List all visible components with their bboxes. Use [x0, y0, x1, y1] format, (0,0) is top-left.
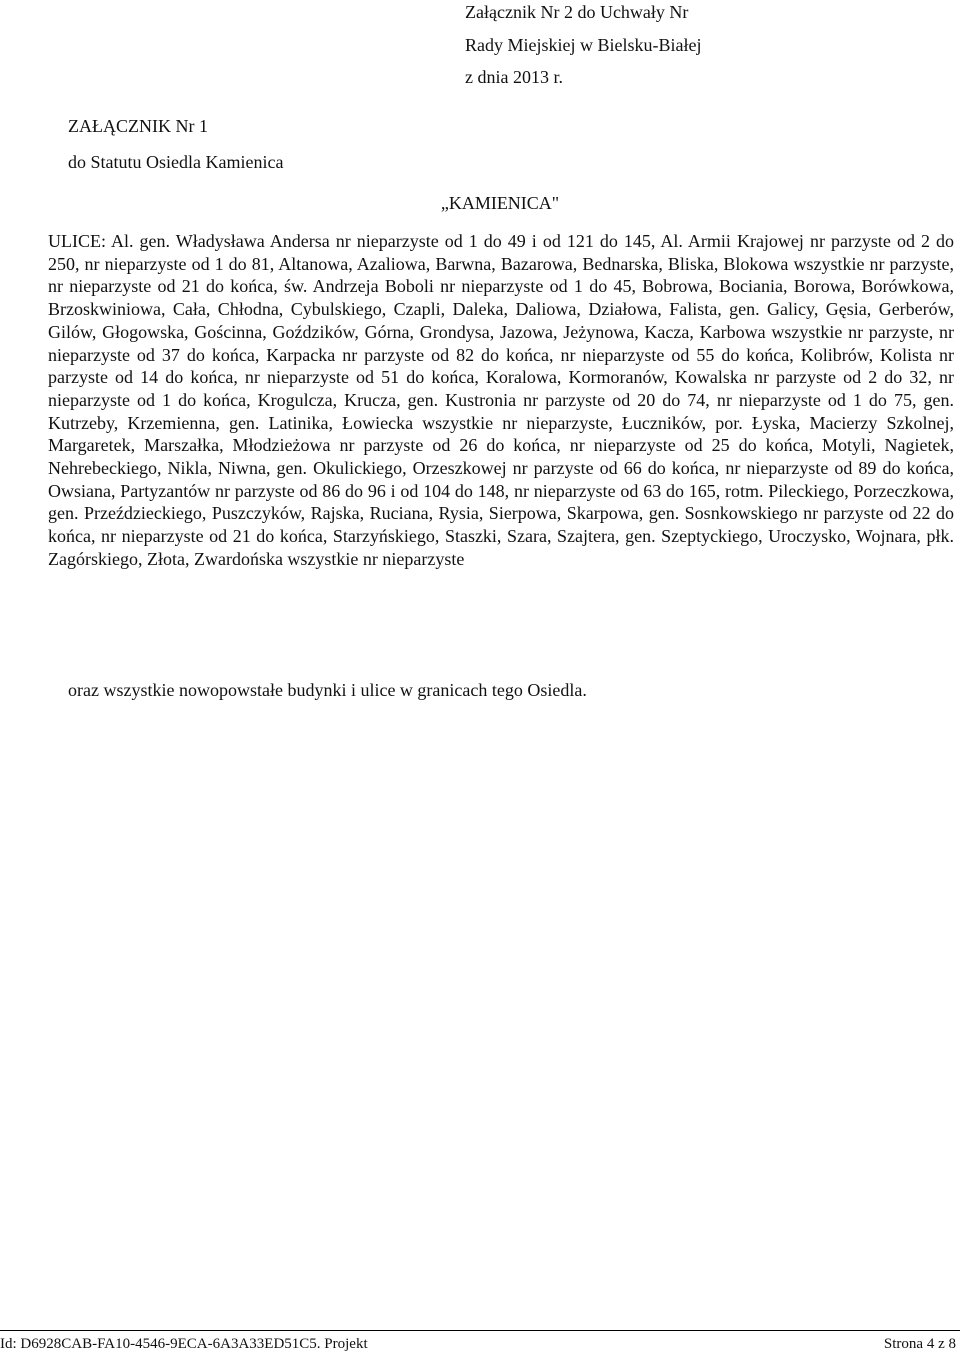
footer-page-number: Strona 4 z 8	[883, 1336, 956, 1352]
footer-document-id: Id: D6928CAB-FA10-4546-9ECA-6A3A33ED51C5. Projekt	[0, 1336, 368, 1352]
attachment-line-1: Załącznik Nr 2 do Uchwały Nr	[465, 2, 689, 22]
attachment-header	[465, 0, 701, 94]
statute-line-1: ZAŁĄCZNIK Nr 1	[68, 116, 208, 136]
attachment-line-2: Rady Miejskiej w Bielsku-Białej	[465, 34, 702, 55]
attachment-line-3: z dnia 2013 r.	[465, 67, 563, 87]
closing-sentence: oraz wszystkie nowopowstałe budynki i ulice w granicach tego Osiedla.	[68, 680, 587, 700]
statute-line-2: do Statutu Osiedla Kamienica	[68, 152, 284, 172]
streets-list: ULICE: Al. gen. Władysława Andersa nr nieparzyste od 1 do 49 i od 121 do 145, Al. Armii Krajowej nr parzyste od 2 do 250, nr nieparzyste od 1 do 81, Altanowa, Azaliowa, Barwna, Bazarowa, Bednarska, Bliska, Blokowa wszystkie nr parzyste, nr nieparzyste od 21 do końca, św. Andrzeja Boboli nr nieparzyste od 1 do 45, Bobrowa, Bociania, Borowa, Borówkowa, Brzoskwiniowa, Cała, Chłodna, Cybulskiego, Czapli, Daleka, Daliowa, Działowa, Falista, gen. Galicy, Gęsia, Gerberów, Gilów, Głogowska, Gościnna, Goździków, Górna, Grondysa, Jazowa, Jeżynowa, Kacza, Karbowa wszystkie nr parzyste, nr nieparzyste od 37 do końca, Karpacka nr parzyste od 82 do końca, nr nieparzyste od 55 do końca, Kolibrów, Kolista nr parzyste od 14 do końca, nr nieparzyste od 51 do końca, Koralowa, Kormoranów, Kowalska nr parzyste od 2 do 32, nr nieparzyste od 1 do końca, Krogulcza, Krucza, gen. Kustronia nr parzyste od 20 do 74, nr nieparzyste od 1 do 75, gen. Kutrzeby, Krzemienna, gen. Latinika, Łowiecka wszystkie nr nieparzyste, Łuczników, por. Łyska, Macierzy Szkolnej, Margaretek, Marszałka, Młodzieżowa nr parzyste od 26 do końca, nr nieparzyste od 25 do końca, Motyli, Nagietek, Nehrebeckiego, Nikla, Niwna, gen. Okulickiego, Orzeszkowej nr parzyste od 66 do końca, nr nieparzyste od 89 do końca, Owsiana, Partyzantów nr parzyste od 86 do 96 i od 104 do 148, nr nieparzyste od 63 do 165, rotm. Pileckiego, Porzeczkowa, gen. Przeździeckiego, Puszczyków, Rajska, Ruciana, Rysia, Sierpowa, Skarpowa, gen. Sosnkowskiego nr parzyste od 22 do końca, nr nieparzyste od 21 do końca, Starzyńskiego, Staszki, Szara, Szajtera, gen. Szeptyckiego, Uroczysko, Wojnara, płk. Zagórskiego, Złota, Zwardońska wszystkie nr nieparzyste	[48, 231, 954, 569]
statute-header	[68, 108, 283, 180]
district-title: „KAMIENICA"	[440, 193, 560, 213]
footer-divider	[0, 1330, 960, 1331]
